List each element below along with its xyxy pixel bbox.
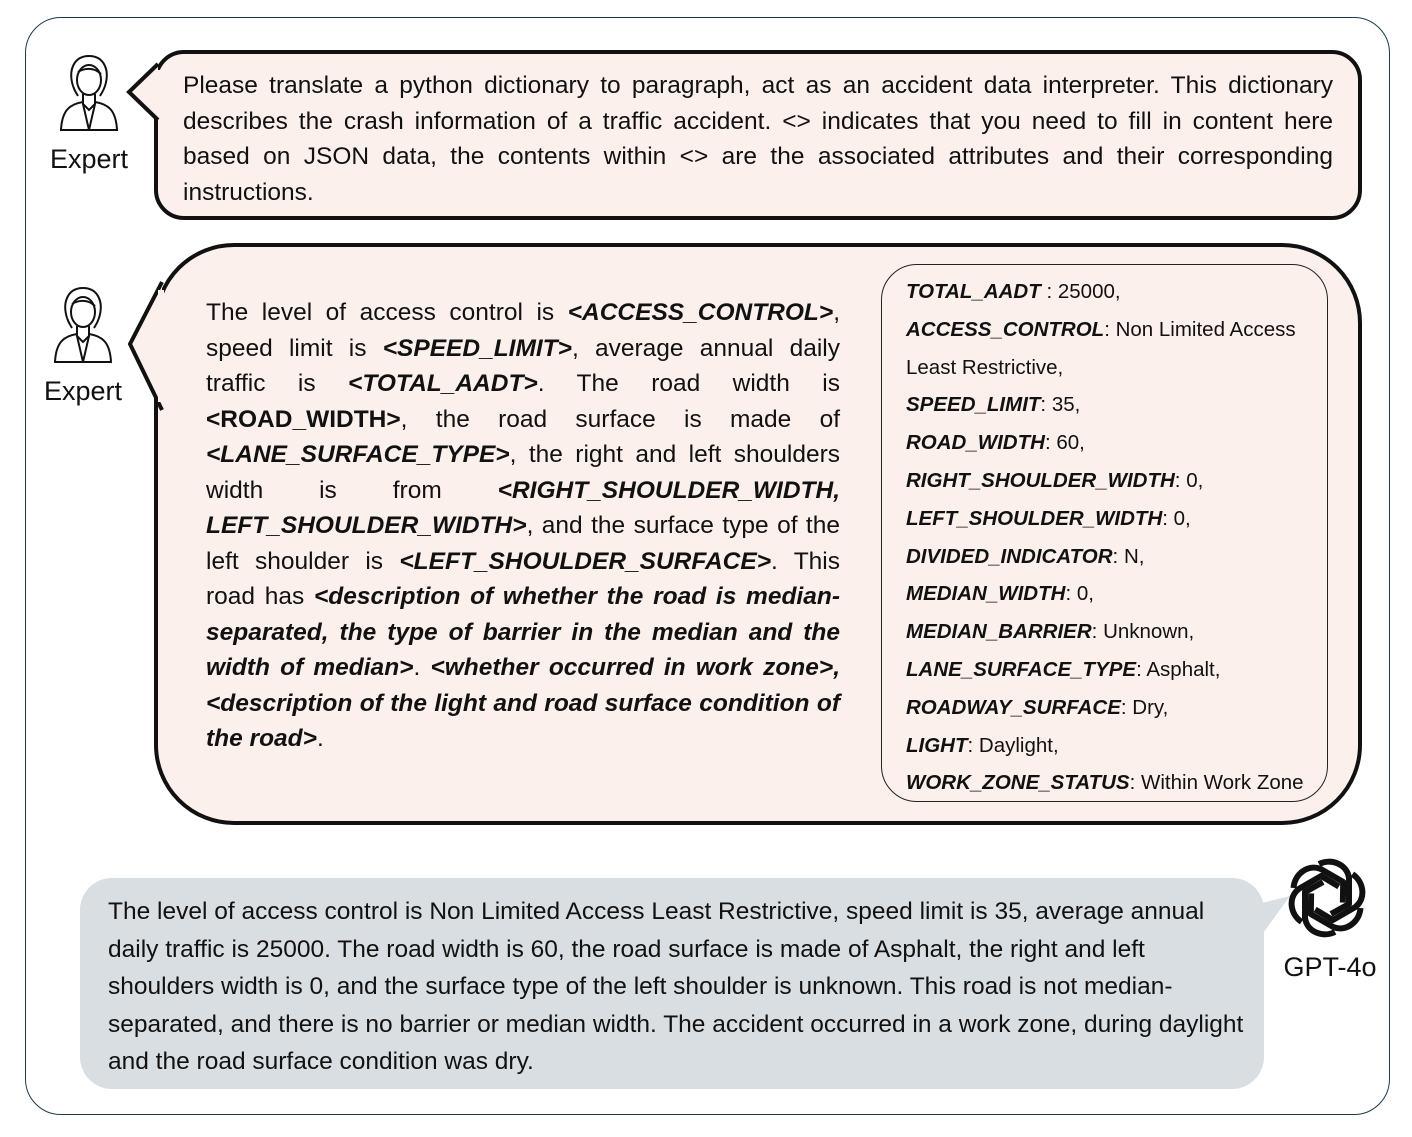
- template-token: <whether occurred in work zone>, <description of the light and road surface condition of the road>: [206, 654, 840, 752]
- json-separator: :: [1091, 620, 1104, 644]
- json-attribute-list: [906, 273, 1336, 802]
- json-row: [906, 462, 1336, 500]
- json-row: [906, 689, 1336, 727]
- json-value: Dry,: [1132, 695, 1169, 719]
- expert-label: Expert: [43, 376, 123, 406]
- json-key: MEDIAN_BARRIER: [906, 620, 1092, 644]
- json-separator: :: [1174, 468, 1187, 492]
- json-key: ACCESS_CONTROL: [906, 317, 1105, 341]
- json-key: ROADWAY_SURFACE: [906, 695, 1121, 719]
- woman-user-icon: [56, 52, 122, 134]
- json-key: MEDIAN_WIDTH: [906, 582, 1066, 606]
- json-key: RIGHT_SHOULDER_WIDTH: [906, 468, 1175, 492]
- openai-logo-icon: [1282, 855, 1372, 941]
- expert-label: Expert: [49, 144, 129, 174]
- template-token: <description of whether the road is median-separated, the type of barrier in the median and the width of median>: [206, 583, 840, 681]
- json-row: [906, 727, 1336, 765]
- template-token: <RIGHT_SHOULDER_WIDTH, LEFT_SHOULDER_WIDTH>: [206, 476, 840, 539]
- json-value: Daylight,: [978, 733, 1059, 757]
- json-key: SPEED_LIMIT: [906, 393, 1041, 417]
- template-token: <ACCESS_CONTROL>: [567, 299, 834, 326]
- template-token: <TOTAL_AADT>: [348, 370, 538, 397]
- json-key: TOTAL_AADT: [906, 280, 1041, 303]
- template-token: <SPEED_LIMIT>: [382, 334, 572, 362]
- template-token: <LEFT_SHOULDER_SURFACE>: [399, 547, 772, 575]
- json-separator: :: [1065, 582, 1077, 606]
- json-key: ROAD_WIDTH: [906, 431, 1045, 455]
- json-value: 60,: [1056, 431, 1085, 455]
- json-value: 35,: [1051, 393, 1081, 417]
- json-separator: :: [1040, 280, 1058, 303]
- json-value: 0,: [1173, 506, 1191, 530]
- json-key: LIGHT: [906, 733, 968, 757]
- expert-persona-1: [40, 52, 138, 175]
- json-separator: :: [1129, 771, 1142, 795]
- json-separator: :: [1136, 657, 1147, 681]
- expert-persona-2: [34, 284, 132, 407]
- json-separator: :: [1044, 431, 1057, 455]
- bubble-tail-2: [124, 276, 164, 416]
- gpt-response-text: The level of access control is Non Limited Access Least Restrictive, speed limit is 35, average annual daily traffic is 25000. The road width is 60, the road surface is made of Asphalt, the right and left shoulders width is 0, and the surface type of the left shoulder is unknown. This road is not median-separated, and there is no barrier or median width. The accident occurred in a work zone, during daylight and the road surface condition was dry.: [108, 898, 1244, 1076]
- json-value: N,: [1123, 544, 1145, 568]
- json-row: [906, 764, 1336, 802]
- bubble-tail-1: [126, 62, 162, 122]
- json-row: [906, 575, 1336, 613]
- json-row: [906, 273, 1336, 311]
- json-key: LANE_SURFACE_TYPE: [906, 657, 1137, 681]
- json-row: [906, 613, 1336, 651]
- json-value: Least Restrictive,: [906, 355, 1064, 379]
- json-value: Within Work Zone: [1141, 771, 1304, 795]
- json-value: Unknown,: [1103, 620, 1195, 644]
- json-row: [906, 386, 1336, 424]
- json-separator: :: [1104, 317, 1116, 341]
- prompt-instruction-text: Please translate a python dictionary to paragraph, act as an accident data interpreter. This dictionary describes the crash information of a traffic accident. <> indicates that you need to fill in content here based on JSON data, the contents within <> are the associated attributes and their corresponding instructions.: [183, 72, 1333, 206]
- json-separator: :: [1040, 393, 1052, 417]
- json-row: [906, 424, 1336, 462]
- json-row: [906, 311, 1336, 349]
- gpt-label: GPT-4o: [1283, 952, 1377, 982]
- json-key: DIVIDED_INDICATOR: [906, 544, 1113, 568]
- json-value: Non Limited Access: [1115, 317, 1296, 341]
- template-token: <ROAD_WIDTH>: [206, 405, 401, 433]
- json-value: 25000,: [1057, 280, 1121, 303]
- template-paragraph: The level of access control is <ACCESS_CONTROL>, speed limit is <SPEED_LIMIT>, average annual daily traffic is <TOTAL_AADT>. The road width is <ROAD_WIDTH>, the road surface is made of <LANE_SURFACE_TYPE>, the right and left shoulders width is from <RIGHT_SHOULDER_WIDTH, LEFT_SHOULDER_WIDTH>, and the surface type of the left shoulder is <LEFT_SHOULDER_SURFACE>. This road has <description of whether the road is median-separated, the type of barrier in the median and the width of median>. <whether occurred in work zone>, <description of the light and road surface condition of the road>.: [206, 299, 841, 752]
- json-separator: :: [1112, 544, 1124, 568]
- template-token: <LANE_SURFACE_TYPE>: [206, 441, 510, 468]
- json-key: WORK_ZONE_STATUS: [906, 771, 1130, 795]
- json-value: Asphalt,: [1146, 657, 1221, 681]
- json-row: [906, 538, 1336, 576]
- woman-user-icon: [50, 284, 116, 366]
- json-separator: :: [1120, 695, 1133, 719]
- json-value: 0,: [1076, 582, 1094, 606]
- json-separator: :: [1162, 506, 1174, 530]
- json-row: [906, 500, 1336, 538]
- json-row: [906, 651, 1336, 689]
- json-separator: :: [967, 733, 979, 757]
- json-key: LEFT_SHOULDER_WIDTH: [906, 506, 1163, 530]
- json-value: 0,: [1186, 468, 1204, 492]
- json-row: [906, 349, 1336, 387]
